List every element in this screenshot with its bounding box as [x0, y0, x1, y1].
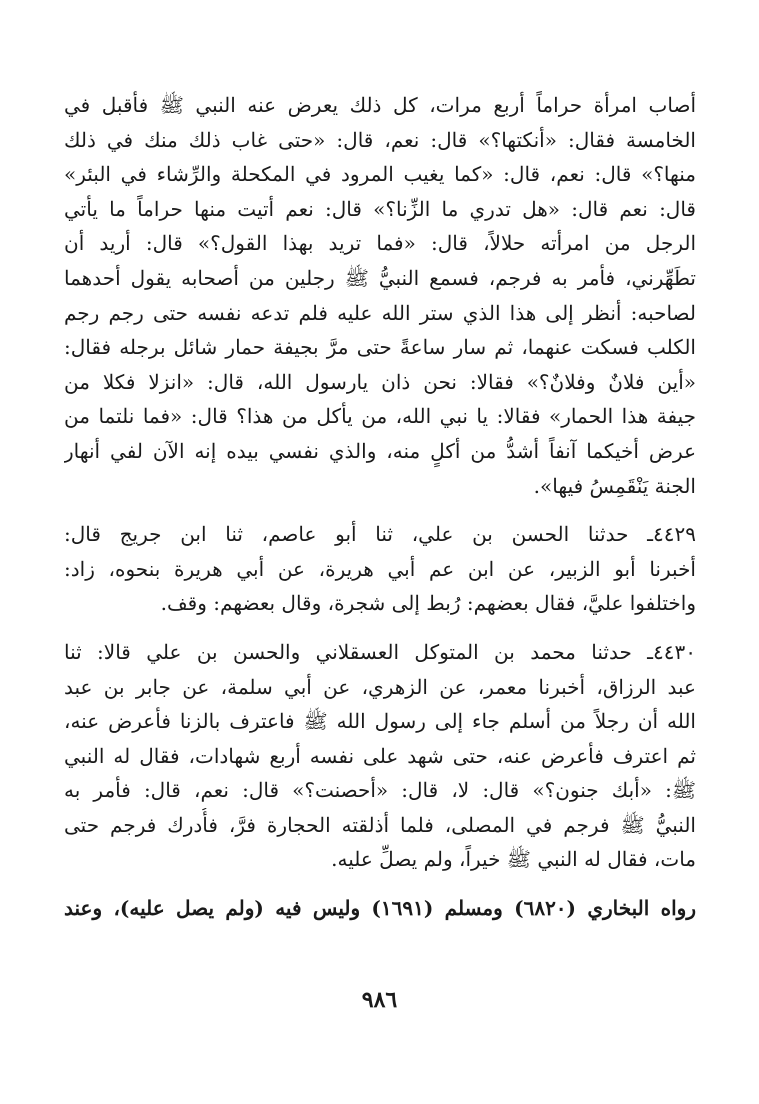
text-line: «أين فلانٌ وفلانٌ؟» فقالا: نحن ذان يارسول الله، قال: «انزلا فكلا من [64, 369, 696, 394]
hadith-continuation [64, 88, 696, 503]
text-line: قال: نعم قال: «هل تدري ما الزِّنا؟» قال: نعم أتيت منها حراماً ما يأتي [64, 196, 696, 221]
text-line: واختلفوا عليَّ، فقال بعضهم: رُبط إلى شجرة، وقال بعضهم: وقف. [160, 591, 696, 616]
text-line: منها؟» قال: نعم، قال: «كما يغيب المرود في المكحلة والرِّشاء في البئر» [64, 162, 696, 187]
page-number: ٩٨٦ [361, 987, 398, 1013]
text-line: عرض أخيكما آنفاً أشدُّ من أكلٍ منه، والذي نفسي بيده إنه الآن لفي أنهار [64, 438, 696, 463]
text-line: عبد الرزاق، أخبرنا معمر، عن الزهري، عن أبي سلمة، عن جابر بن عبد [64, 674, 696, 699]
text-line: النبيُّ ﷺ فرجم في المصلى، فلما أذلقته الحجارة فرَّ، فأُدرك فرجم حتى [64, 812, 696, 837]
text-line: الجنة يَنْقَمِسُ فيها». [533, 473, 696, 498]
text-line: الرجل من امرأته حلالاً، قال: «فما تريد بهذا القول؟» قال: أريد أن [64, 231, 696, 256]
text-line: ٤٤٣٠ـ حدثنا محمد بن المتوكل العسقلاني والحسن بن علي قالا: ثنا [64, 639, 696, 664]
text-line: الخامسة فقال: «أنكتها؟» قال: نعم، قال: «حتى غاب ذلك منك في ذلك [64, 127, 696, 152]
hadith-4430 [64, 635, 696, 877]
text-line: رواه البخاري (٦٨٢٠) ومسلم (١٦٩١) وليس فيه (ولم يصل عليه)، وعند [64, 896, 696, 921]
text-line: ثم اعترف فأعرض عنه، حتى شهد على نفسه أربع شهادات، فقال له النبي [64, 743, 696, 768]
text-line: ﷺ: «أبك جنون؟» قال: لا، قال: «أحصنت؟» قال: نعم، قال: فأمر به [64, 778, 696, 803]
page-body [64, 88, 696, 926]
hadith-4429 [64, 517, 696, 621]
text-line: لصاحبه: أنظر إلى هذا الذي ستر الله عليه فلم تدعه نفسه حتى رجم رجم [64, 300, 696, 325]
text-line: أخبرنا أبو الزبير، عن ابن عم أبي هريرة، عن أبي هريرة بنحوه، زاد: [64, 556, 696, 581]
text-line: الله أن رجلاً من أسلم جاء إلى رسول الله ﷺ فاعترف بالزنا فأعرض عنه، [64, 709, 696, 734]
text-line: مات، فقال له النبي ﷺ خيراً، ولم يصلِّ عليه. [331, 847, 696, 872]
text-line: تطَهِّرني، فأمر به فرجم، فسمع النبيُّ ﷺ رجلين من أصحابه يقول أحدهما [64, 265, 696, 290]
text-line: جيفة هذا الحمار» فقالا: يا نبي الله، من يأكل من هذا؟ قال: «فما نلتما من [64, 404, 696, 429]
text-line: أصاب امرأة حراماً أربع مرات، كل ذلك يعرض عنه النبي ﷺ فأقبل في [64, 93, 696, 117]
source-note [64, 891, 696, 926]
text-line: ٤٤٢٩ـ حدثنا الحسن بن علي، ثنا أبو عاصم، ثنا ابن جريج قال: [64, 522, 696, 547]
text-line: الكلب فسكت عنهما، ثم سار ساعةً حتى مرَّ بجيفة حمار شائل برجله فقال: [64, 335, 696, 360]
